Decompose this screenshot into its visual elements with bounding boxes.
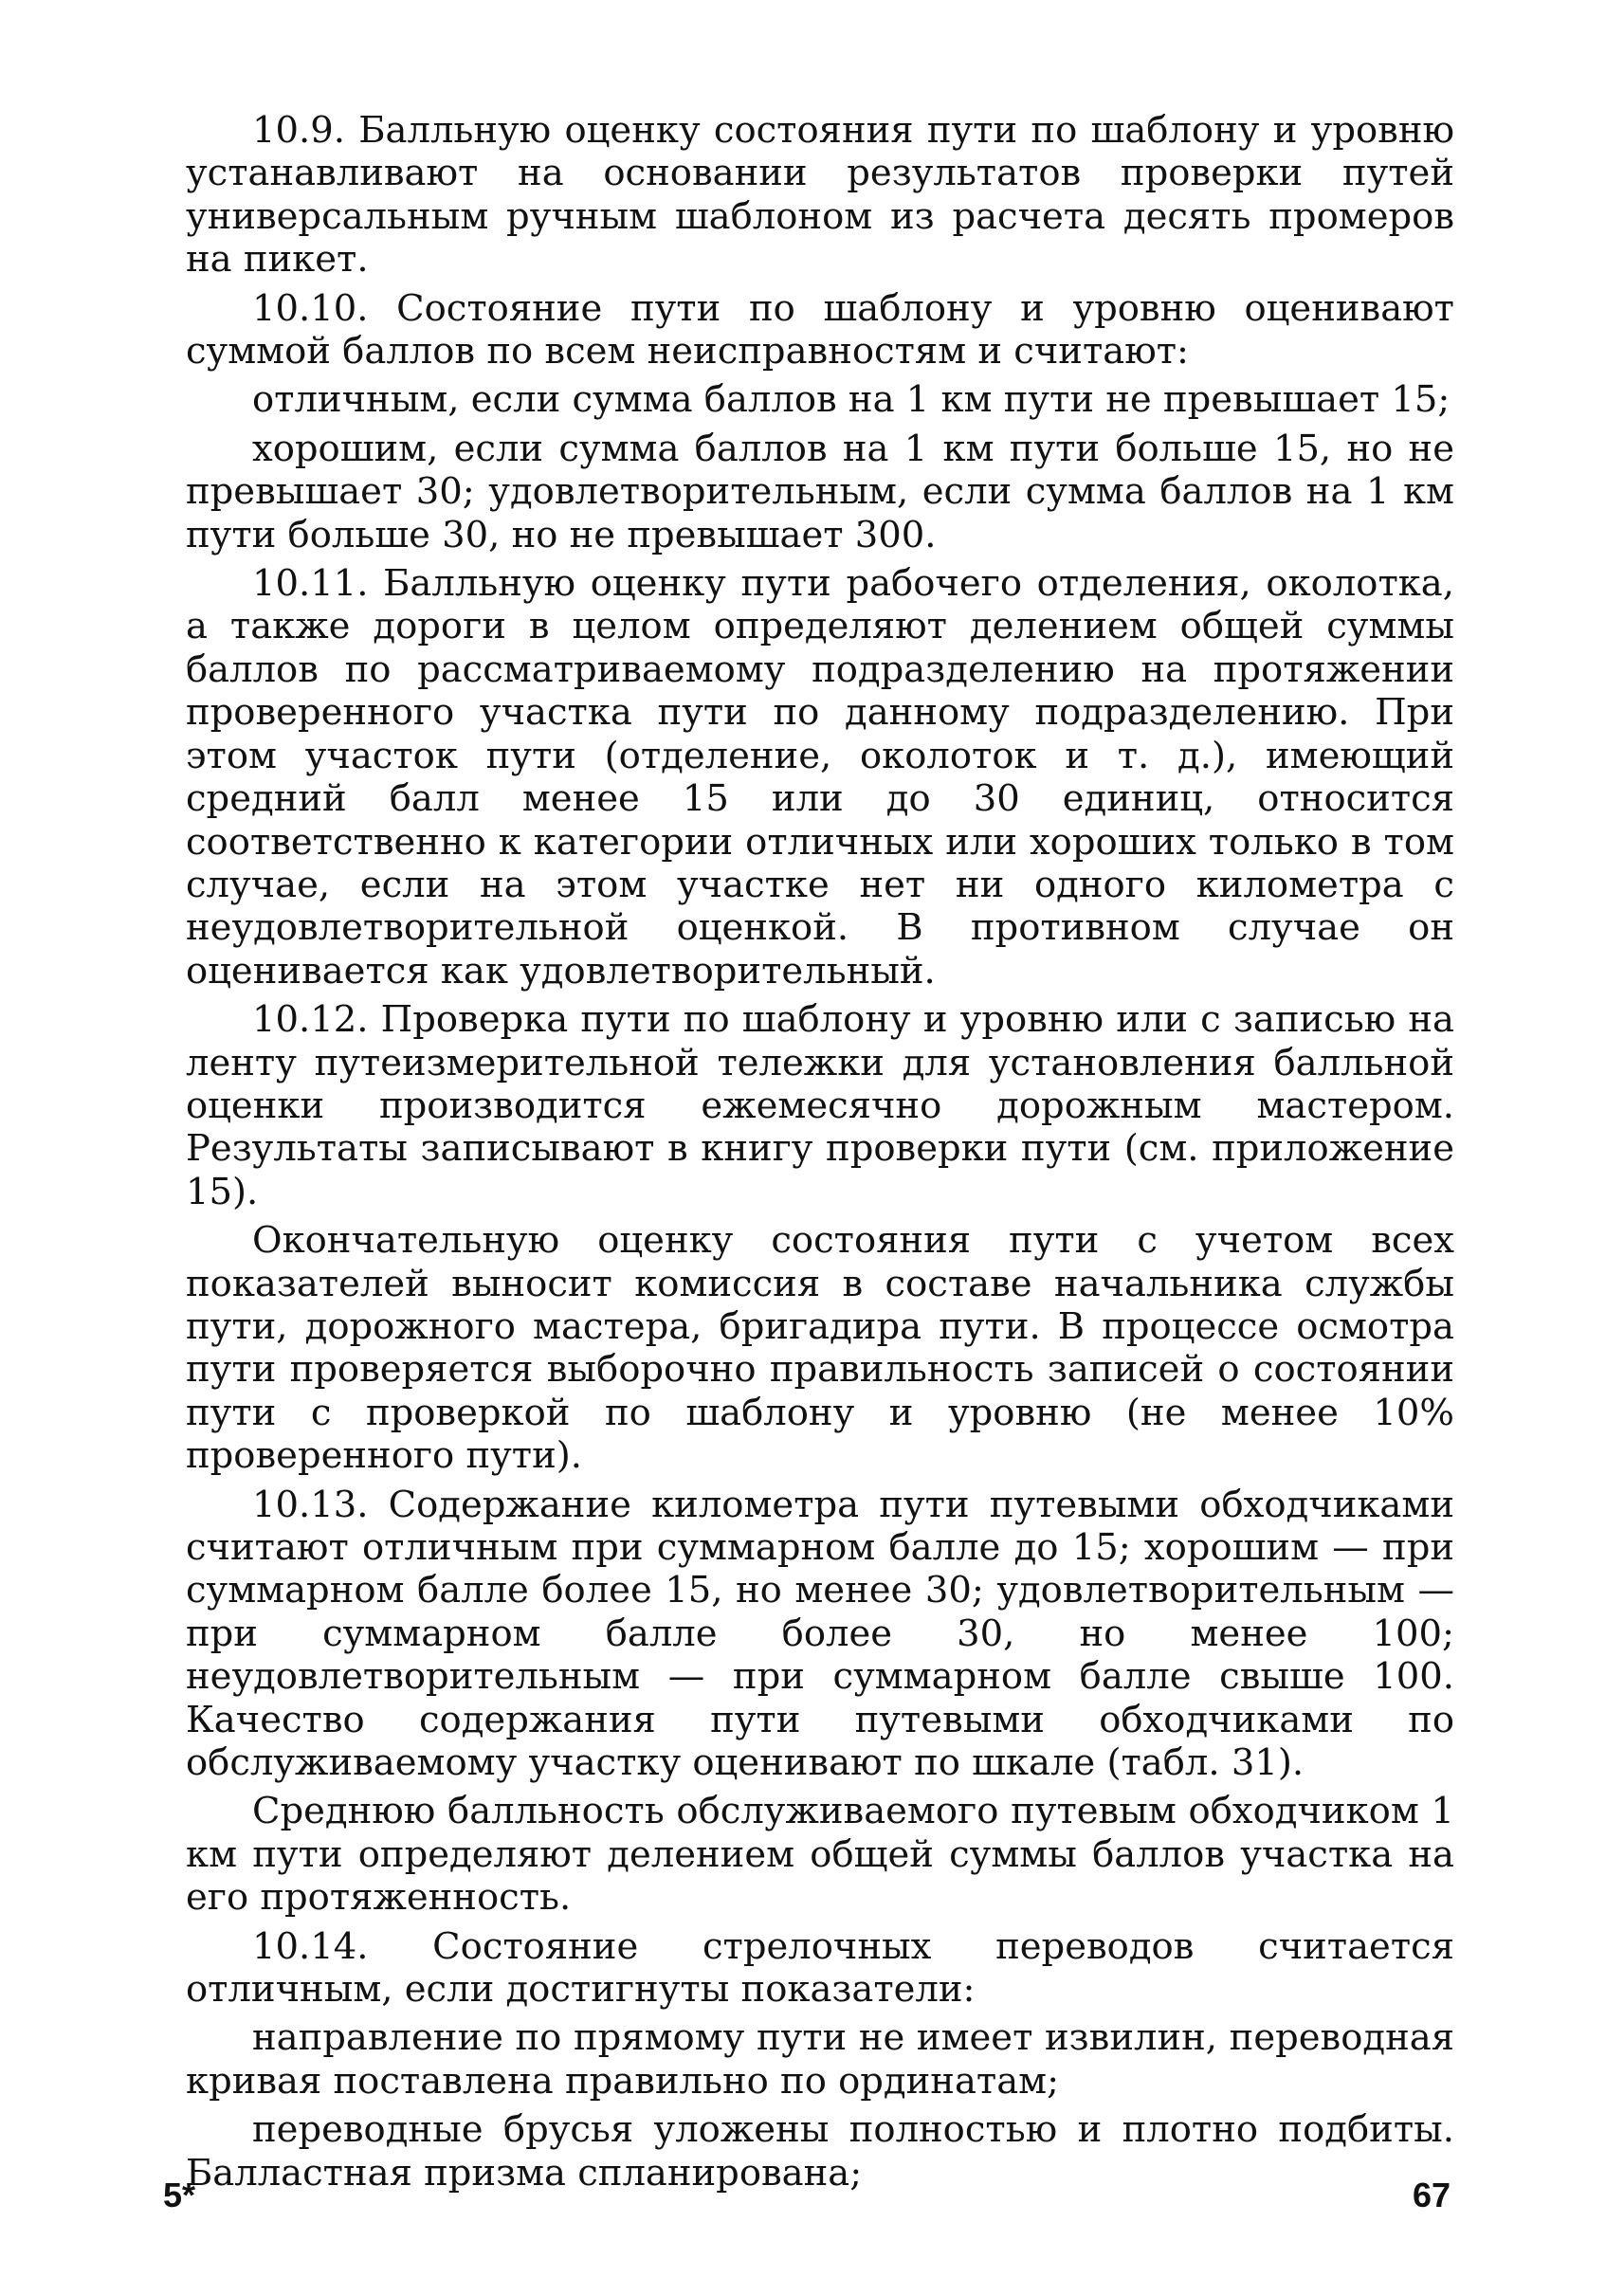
paragraph-10-11: 10.11. Балльную оценку пути рабочего отделения, околотка, а также дороги в целом определяют делением общей суммы баллов по рассматриваемому подразделению на протяжении проверенного участка пути по данному подразделению. При этом участок пути (отделение, околоток и т. д.), имеющий средний балл менее 15 или до 30 единиц, относится соответственно к категории отличных или хороших только в том случае, если на этом участке нет ни одного километра с неудовлетворительной оценкой. В противном случае он оценивается как удовлетворительный.: [186, 562, 1454, 993]
paragraph-10-10: 10.10. Состояние пути по шаблону и уровню оценивают суммой баллов по всем неисправностям и считают:: [186, 286, 1454, 373]
paragraph-excellent-criterion: отличным, если сумма баллов на 1 км пути не превышает 15;: [252, 378, 1451, 422]
paragraph-final-assessment: Окончательную оценку состояния пути с учетом всех показателей выносит комиссия в составе начальника службы пути, дорожного мастера, бригадира пути. В процессе осмотра пути проверяется выборочно правильность записей о состоянии пути с проверкой по шаблону и уровню (не менее 10% проверенного пути).: [186, 1219, 1454, 1478]
paragraph-10-14: 10.14. Состояние стрелочных переводов считается отличным, если достигнуты показатели:: [186, 1924, 1454, 2012]
page-number: 67: [1413, 2176, 1451, 2214]
signature-mark: 5*: [163, 2176, 196, 2214]
paragraph-10-13: 10.13. Содержание километра пути путевыми обходчиками считают отличным при суммарном балле до 15; хорошим — при суммарном балле более 15, но менее 30; удовлетворительным — при суммарном балле более 30, но менее 100; неудовлетворительным — при суммарном балле свыше 100. Качество содержания пути путевыми обходчиками по обслуживаемому участку оценивают по шкале (табл. 31).: [186, 1483, 1454, 1785]
paragraph-average-score: Среднюю балльность обслуживаемого путевым обходчиком 1 км пути определяют делением общей суммы баллов участка на его протяженность.: [186, 1790, 1454, 1920]
paragraph-good-criterion: хорошим, если сумма баллов на 1 км пути больше 15, но не превышает 30; удовлетворительным, если сумма баллов на 1 км пути больше 30, но не превышает 300.: [186, 427, 1454, 556]
paragraph-straight-direction: направление по прямому пути не имеет извилин, переводная кривая поставлена правильно по ординатам;: [186, 2016, 1454, 2103]
paragraph-switch-ties: переводные брусья уложены полностью и плотно подбиты. Балластная призма спланирована;: [186, 2108, 1454, 2195]
paragraph-10-9: 10.9. Балльную оценку состояния пути по шаблону и уровню устанавливают на основании результатов проверки путей универсальным ручным шаблоном из расчета десять промеров на пикет.: [186, 109, 1454, 282]
body-text: [186, 109, 1454, 2200]
paragraph-10-12: 10.12. Проверка пути по шаблону и уровню или с записью на ленту путеизмерительной тележки для установления балльной оценки производится ежемесячно дорожным мастером. Результаты записывают в книгу проверки пути (см. приложение 15).: [186, 998, 1454, 1213]
